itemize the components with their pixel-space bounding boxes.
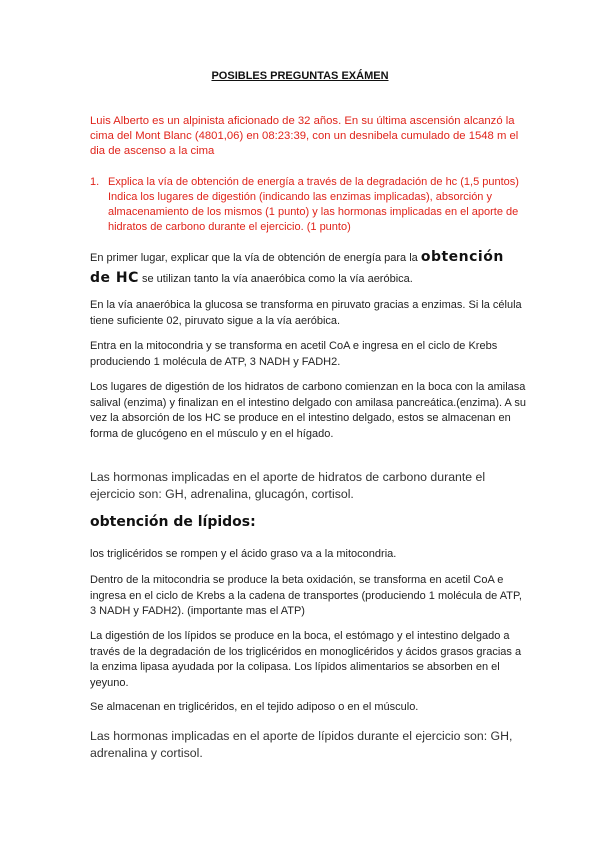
lipid-storage-paragraph: Se almacenan en triglicéridos, en el tejido adiposo o en el músculo. bbox=[90, 701, 419, 713]
question-number: 1. bbox=[90, 176, 100, 188]
hc-intro-paragraph bbox=[90, 247, 526, 289]
hc-hormones-paragraph: Las hormonas implicadas en el aporte de hidratos de carbono durante el ejercicio son: GH, adrenalina, glucagón, cortisol. bbox=[90, 470, 486, 501]
hc-anaerobic-paragraph: En la vía anaeróbica la glucosa se transforma en piruvato gracias a enzimas. Si la célula tiene suficiente 02, piruvato sigue a la vía aeróbica. bbox=[90, 299, 522, 327]
hc-intro-text: En primer lugar, explicar que la vía de obtención de energía para la bbox=[90, 252, 421, 264]
lipid-beta-oxidation-paragraph: Dentro de la mitocondria se produce la beta oxidación, se transforma en acetil CoA e ingresa en el ciclo de Krebs a la cadena de transportes (produciendo 1 molécula de ATP, 3 NADH y FADH2). (importante mas el ATP) bbox=[90, 574, 522, 617]
page-title: POSIBLES PREGUNTAS EXÁMEN bbox=[211, 70, 389, 82]
hc-digestion-paragraph: Los lugares de digestión de los hidratos de carbono comienzan en la boca con la amilasa salival (enzima) y finalizan en el intestino delgado con amilasa pancreática.(enzima). A su vez la absorción de los HC se produce en el intestino delgado, estos se almacenan en forma de glucógeno en el músculo y en el hígado. bbox=[90, 381, 526, 440]
lipid-digestion-paragraph: La digestión de los lípidos se produce en la boca, el estómago y el intestino delgado a través de la degradación de los triglicéridos en monoglicéridos y ácidos grasos gracias a la enzima lipasa ayudada por la colipasa. Los lípidos alimentarios se absorben en el yeyuno. bbox=[90, 630, 522, 689]
lipid-breakdown-paragraph: los triglicéridos se rompen y el ácido graso va a la mitocondria. bbox=[90, 548, 397, 560]
hc-intro-text-end: se utilizan tanto la vía anaeróbica como la vía aeróbica. bbox=[138, 273, 413, 285]
hc-aerobic-paragraph: Entra en la mitocondria y se transforma en acetil CoA e ingresa en el ciclo de Krebs produciendo 1 molécula de ATP, 3 NADH y FADH2. bbox=[90, 340, 498, 368]
question-item bbox=[90, 175, 530, 235]
case-intro-text: Luis Alberto es un alpinista aficionado de 32 años. En su última ascensión alcanzó la cima del Mont Blanc (4801,06) en 08:23:39, con un desnibela cumulado de 1548 m el dia de ascenso a la cima bbox=[90, 115, 519, 157]
lipid-heading: obtención de lípidos: bbox=[90, 514, 256, 530]
question-text: Explica la vía de obtención de energía a través de la degradación de hc (1,5 puntos) Indica los lugares de digestión (indicando las enzimas implicadas), absorción y almacenamiento de los mismos (1 punto) y las hormonas implicadas en el aporte de hidratos de carbono durante el ejercicio. (1 punto) bbox=[108, 176, 519, 233]
lipid-hormones-paragraph: Las hormonas implicadas en el aporte de lípidos durante el ejercicio son: GH, adrenalina y cortisol. bbox=[90, 729, 513, 760]
hc-heading: obtención de HC bbox=[90, 249, 504, 286]
